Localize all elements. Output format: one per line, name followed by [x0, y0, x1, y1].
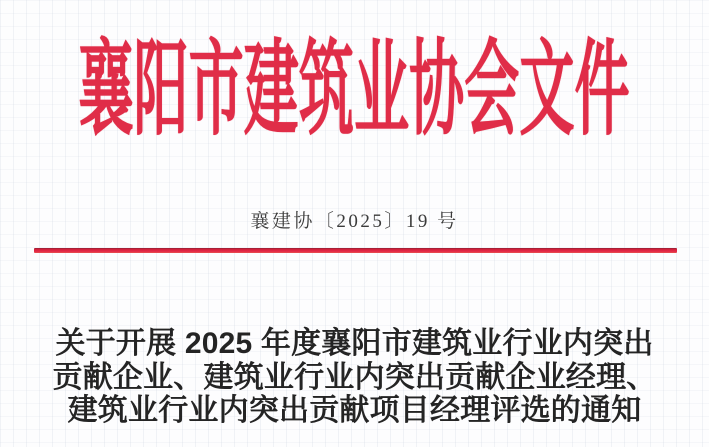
document-header-title: 襄阳市建筑业协会文件 — [78, 33, 630, 148]
red-divider-line — [34, 248, 677, 253]
document-reference-number: 襄建协〔2025〕19 号 — [250, 211, 459, 232]
notice-title-line-2: 贡献企业、建筑业行业内突出贡献企业经理、 — [52, 360, 657, 394]
notice-title-line-1: 关于开展 2025 年度襄阳市建筑业行业内突出 — [55, 327, 654, 360]
notice-title — [0, 327, 709, 428]
notice-title-line-3: 建筑业行业内突出贡献项目经理评选的通知 — [67, 394, 642, 427]
